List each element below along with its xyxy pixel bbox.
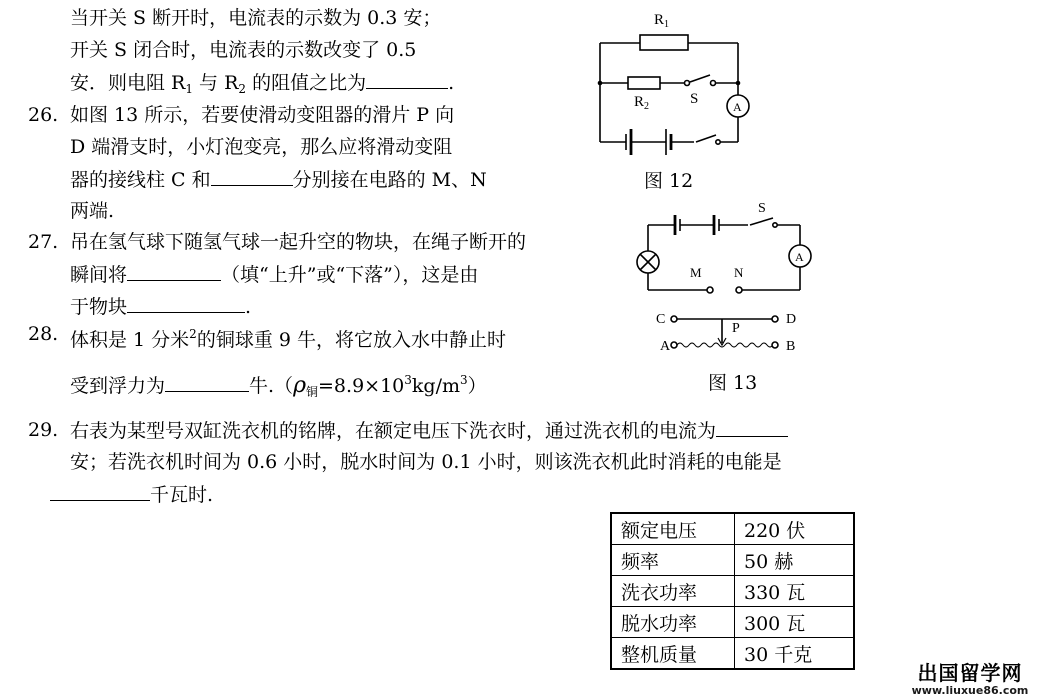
q25-line3-b: 与 R: [193, 72, 239, 94]
spec-value: 30 千克: [735, 638, 855, 670]
q25-line1: 当开关 S 断开时，电流表的示数为 0.3 安；: [70, 7, 442, 29]
q27-number: 27.: [28, 231, 59, 253]
q28-line2-d: kg/m: [411, 375, 460, 397]
q29-line1-a: 右表为某型号双缸洗衣机的铭牌，在额定电压下洗衣时，通过洗衣机的电流为: [70, 420, 717, 442]
q26-line3: [70, 167, 487, 192]
label-switch-s-13: S: [758, 201, 766, 216]
q29-line3: [50, 482, 213, 507]
q28-line2-c: =8.9×10: [318, 375, 405, 397]
resistor-r2: [628, 77, 660, 89]
label-ammeter-13: A: [795, 250, 804, 264]
label-c: C: [656, 312, 666, 327]
q26-number: 26.: [28, 104, 59, 126]
q27-line2-b: （填“上升”或“下落”），这是由: [221, 264, 479, 286]
q27-line3: [70, 294, 251, 319]
q26-line3-a: 器的接线柱 C 和: [70, 169, 211, 191]
rho-symbol: ρ: [293, 373, 306, 398]
spec-key: 脱水功率: [611, 607, 735, 638]
label-n: N: [734, 265, 744, 280]
q28-line1: [70, 322, 506, 352]
q25-line3-d: .: [448, 72, 455, 94]
q25-line2: 开关 S 闭合时，电流表的示数改变了 0.5: [70, 39, 417, 61]
label-a-terminal: A: [660, 339, 671, 354]
table-row: [611, 545, 854, 576]
label-r2: $R_2$: [634, 94, 650, 112]
answer-blank-q27b[interactable]: [127, 294, 245, 313]
figure-13-caption: 图 13: [708, 372, 758, 394]
table-row: [611, 638, 854, 670]
answer-blank-q29a[interactable]: [716, 418, 788, 437]
q28-line2-b: 牛.（: [249, 375, 294, 397]
answer-blank-q28[interactable]: [165, 373, 249, 392]
r2-subscript: 2: [238, 82, 247, 96]
figure-13-circuit: [630, 195, 830, 360]
q29-number: 29.: [28, 419, 59, 441]
watermark-title: 出国留学网: [917, 661, 1023, 685]
label-p: P: [732, 321, 740, 336]
q29-line2: 安；若洗衣机时间为 0.6 小时，脱水时间为 0.1 小时，则该洗衣机此时消耗的电能是: [70, 451, 782, 473]
q27-line3-a: 于物块: [70, 296, 128, 318]
spec-value: 300 瓦: [735, 607, 855, 638]
watermark-url: www.liuxue86.com: [911, 684, 1029, 697]
q27-line2: [70, 262, 478, 287]
label-r1: $R_1$: [654, 12, 670, 30]
spec-value: 220 伏: [735, 513, 855, 545]
q28-exp2: 3: [459, 373, 468, 387]
table-row: [611, 576, 854, 607]
q28-exp1: 3: [404, 373, 412, 387]
rho-subscript: 铜: [306, 385, 319, 399]
label-m: M: [690, 265, 702, 280]
q27-line1: 吊在氢气球下随氢气球一起升空的物块，在绳子断开的: [70, 231, 527, 253]
figure-12-caption: 图 12: [644, 170, 694, 192]
q28-line2-e: ）: [467, 375, 487, 397]
figure-12-circuit: [590, 5, 765, 165]
spec-value: 50 赫: [735, 545, 855, 576]
table-row: [611, 513, 854, 545]
resistor-r1: [640, 35, 688, 50]
q26-line4: 两端.: [70, 200, 115, 222]
r1-subscript: 1: [185, 82, 193, 96]
spec-key: 额定电压: [611, 513, 735, 545]
q28-superscript: 2: [189, 327, 197, 341]
spec-value: 330 瓦: [735, 576, 855, 607]
q27-line2-a: 瞬间将: [70, 264, 128, 286]
site-watermark: [900, 657, 1040, 697]
q25-line3-a: 安．则电阻 R: [70, 72, 186, 94]
q28-line1-b: 的铜球重 9 牛，将它放入水中静止时: [196, 329, 506, 351]
q26-line1: 如图 13 所示，若要使滑动变阻器的滑片 P 向: [70, 104, 455, 126]
terminal-n: [736, 287, 742, 293]
table-row: [611, 607, 854, 638]
answer-blank-q25[interactable]: [366, 70, 448, 89]
q26-line3-b: 分别接在电路的 M、N: [292, 169, 487, 191]
label-ammeter: A: [733, 100, 742, 114]
spec-key: 频率: [611, 545, 735, 576]
answer-blank-q29b[interactable]: [50, 482, 150, 501]
q25-line3: [70, 70, 454, 101]
spec-key: 洗衣功率: [611, 576, 735, 607]
answer-blank-q27a[interactable]: [127, 262, 221, 281]
q29-line3-text: 千瓦时.: [150, 484, 214, 506]
answer-blank-q26[interactable]: [211, 167, 293, 186]
label-b: B: [786, 339, 796, 354]
spec-key: 整机质量: [611, 638, 735, 670]
q28-line2-a: 受到浮力为: [70, 375, 166, 397]
label-switch-s: S: [690, 91, 699, 107]
q29-line1: [70, 418, 788, 443]
q28-line1-a: 体积是 1 分米: [70, 329, 190, 351]
q27-line3-b: .: [245, 296, 252, 318]
q25-line3-c: 的阻值之比为: [246, 72, 367, 94]
q28-line2: [70, 368, 487, 404]
q26-line2: D 端滑支时，小灯泡变亮，那么应将滑动变阻: [70, 136, 453, 158]
terminal-m: [707, 287, 713, 293]
washing-machine-spec-table: [610, 512, 855, 670]
label-d: D: [786, 312, 797, 327]
q28-number: 28.: [28, 323, 59, 345]
